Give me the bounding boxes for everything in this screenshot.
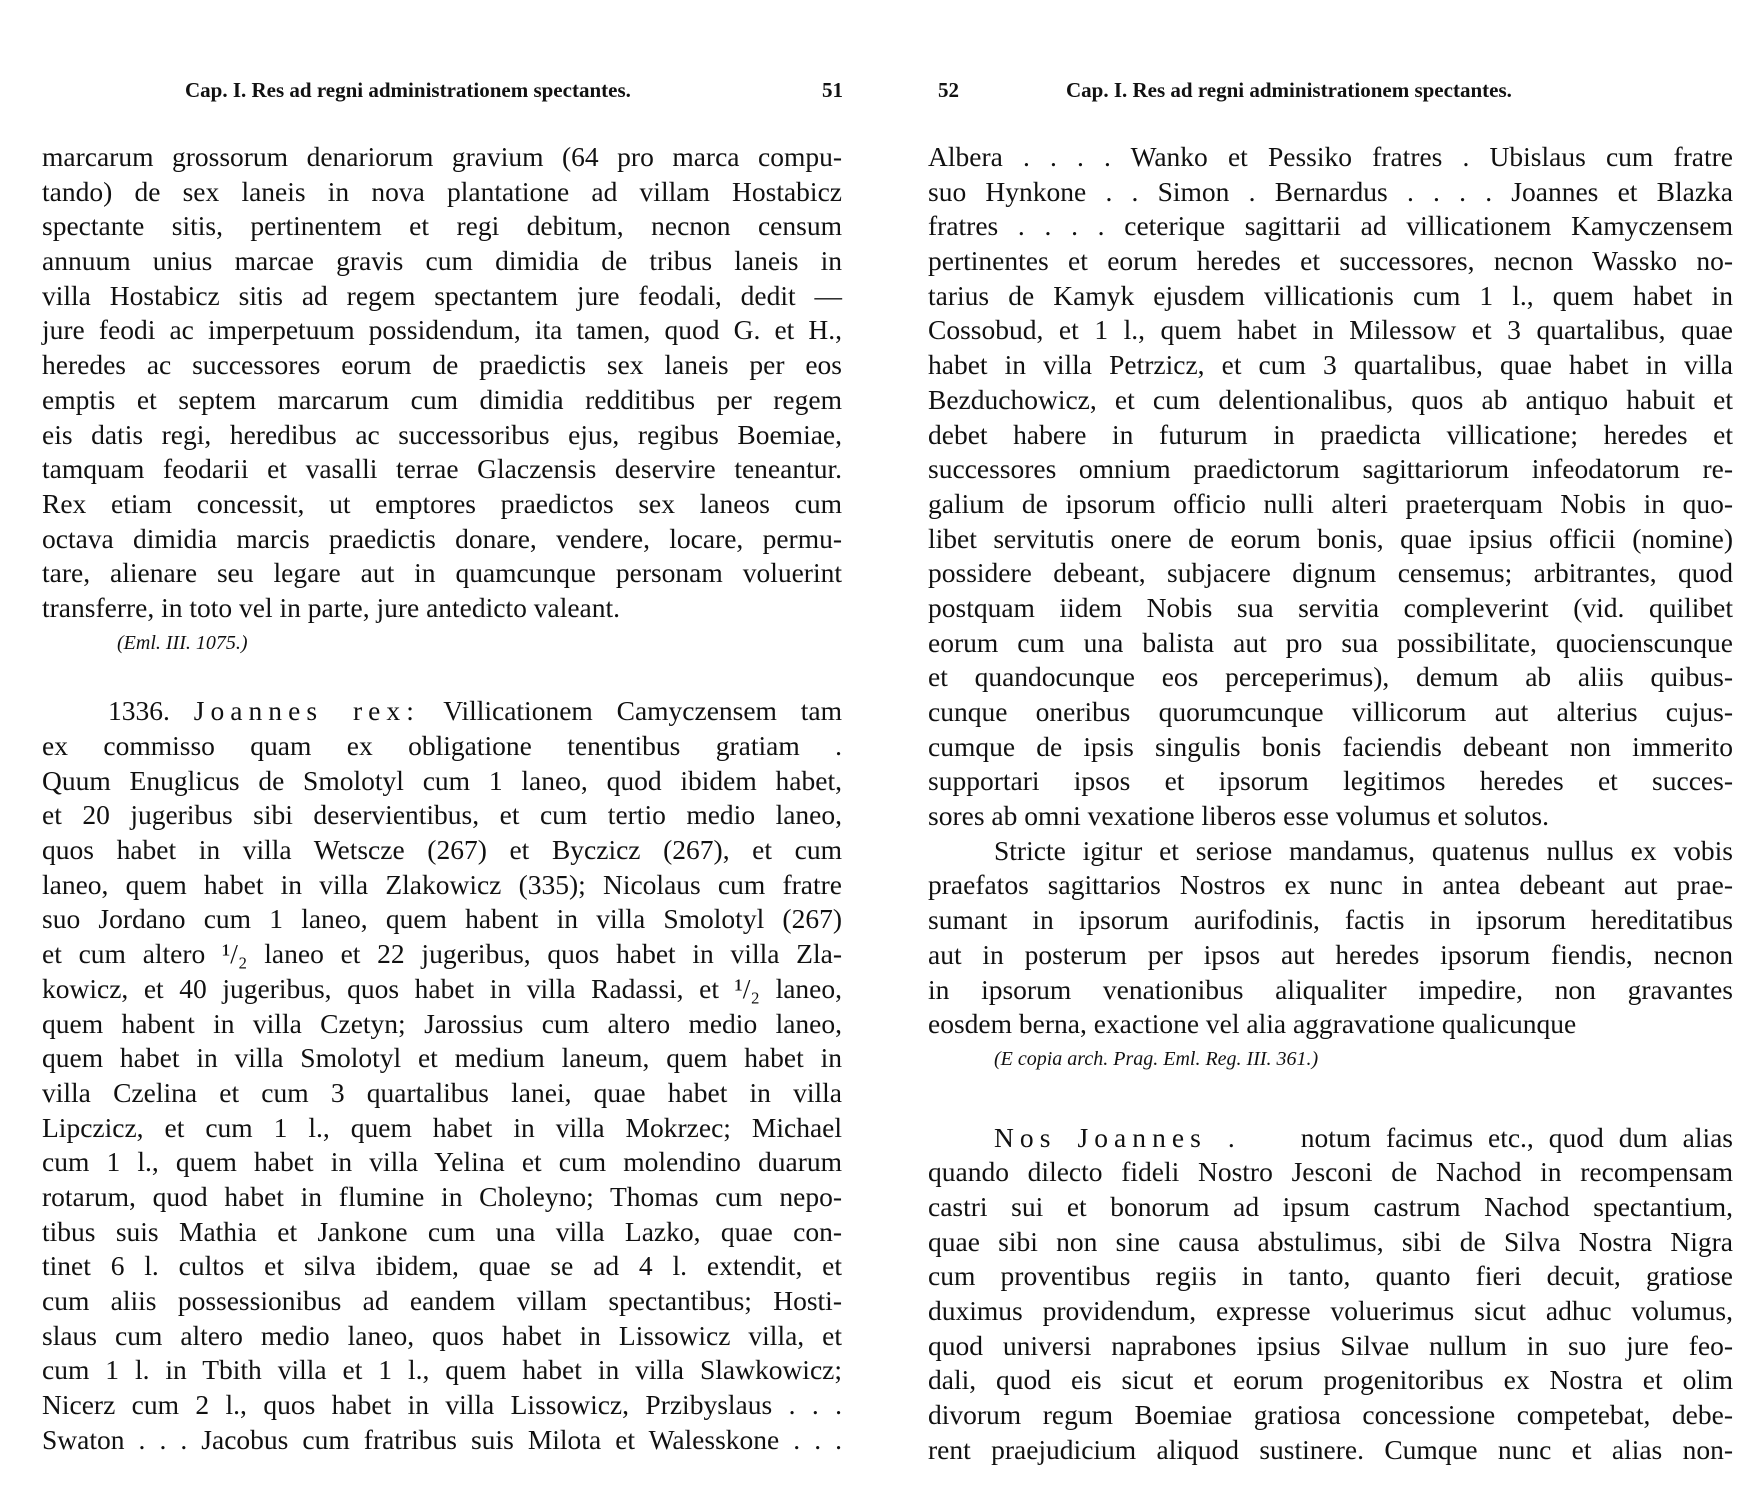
text-line: rotarum, quod habet in flumine in Choleyno; Thomas cum nepo- (42, 1180, 842, 1212)
text-line: quos habet in villa Wetscze (267) et Byczicz (267), et cum (42, 834, 842, 866)
left-paragraph-2 (42, 694, 842, 1457)
text-line: et quandocunque eos perceperimus), demum ab aliis quibus- (928, 661, 1733, 693)
charter-opening-text: notum facimus etc., quod dum alias (1300, 1121, 1734, 1153)
text-line: spectante sitis, pertinentem et regi debitum, necnon censum (42, 210, 842, 242)
text-line: slaus cum altero medio laneo, quos habet in Lissowicz villa, et (42, 1319, 842, 1351)
text-line: Rex etiam concessit, ut emptores praedictos sex laneos cum (42, 487, 842, 519)
text-line: tando) de sex laneis in nova plantatione ad villam Hostabicz (42, 175, 842, 207)
text-line: suo Hynkone . . Simon . Bernardus . . . . Joannes et Blazka (928, 175, 1733, 207)
text-line: praefatos sagittarios Nostros ex nunc in antea debeant aut prae- (928, 869, 1733, 901)
text-line: libet servitutis onere de eorum bonis, quae ipsius officii (nomine) (928, 522, 1733, 554)
charter-year: 1336. (108, 695, 170, 727)
text-line: Bezduchowicz, et cum delentionalibus, quos ab antiquo habuit et (928, 383, 1733, 415)
text-line: emptis et septem marcarum cum dimidia redditibus per regem (42, 383, 842, 415)
text-line: Nicerz cum 2 l., quos habet in villa Lissowicz, Przibyslaus . . . (42, 1389, 842, 1421)
text-line: annuum unius marcae gravis cum dimidia de tribus laneis in (42, 245, 842, 277)
text-line: cunque oneribus quorumcunque villicorum aut alterius cujus- (928, 696, 1733, 727)
charter-issuer: Joannes rex: (193, 695, 420, 727)
left-page-body (42, 140, 842, 1457)
text-line: tamquam feodarii et vasalli terrae Glaczensis deservire teneantur. (42, 453, 842, 485)
text-line: Stricte igitur et seriose mandamus, quatenus nullus ex vobis (994, 834, 1733, 866)
text-line: cum 1 l., quem habet in villa Yelina et cum molendino duarum (42, 1146, 842, 1178)
text-line: quem habet in villa Smolotyl et medium laneum, quem habet in (42, 1042, 842, 1074)
text-line: pertinentes et eorum heredes et successores, necnon Wassko no- (928, 245, 1733, 277)
text-line: octava dimidia marcis praedictis donare, vendere, locare, permu- (42, 522, 842, 554)
text-line: quem habent in villa Czetyn; Jarossius cum altero medio laneo, (42, 1007, 842, 1039)
right-page (876, 0, 1752, 1500)
text-line: habet in villa Petrzicz, et cum 3 quartalibus, quae habet in villa (928, 349, 1733, 381)
text-line: postquam iidem Nobis sua servitia compleverint (vid. quilibet (928, 591, 1733, 623)
text-line: tibus suis Mathia et Jankone cum una villa Lazko, quae con- (42, 1215, 842, 1247)
text-line: eis datis regi, heredibus ac successoribus ejus, regibus Boemiae, (42, 418, 842, 450)
charter-issuer: Nos Joannes . (994, 1121, 1241, 1153)
right-page-number: 52 (938, 78, 959, 102)
text-line: jure feodi ac imperpetuum possidendum, ita tamen, quod G. et H., (42, 314, 842, 346)
text-line: successores omnium praedictorum sagittariorum infeodatorum re- (928, 453, 1733, 485)
text-line: in ipsorum venationibus aliqualiter impedire, non gravantes (928, 973, 1733, 1005)
text-line: cum proventibus regiis in tanto, quanto fieri decuit, gratiose (928, 1260, 1733, 1292)
right-paragraph-1 (928, 140, 1733, 834)
text-line: sores ab omni vexatione liberos esse volumus et solutos. (928, 800, 1549, 832)
text-line: dali, quod eis sicut et eorum progenitoribus ex Nostra et olim (928, 1364, 1733, 1396)
text-line: cum aliis possessionibus ad eandem villam spectantibus; Hosti- (42, 1285, 842, 1316)
text-line: eorum cum una balista aut pro sua possibilitate, quocienscunque (928, 626, 1733, 658)
text-line: ex commisso quam ex obligatione tenentibus gratiam . (42, 730, 842, 761)
text-line: villa Czelina et cum 3 quartalibus lanei, quae habet in villa (42, 1076, 842, 1108)
text-line: debet habere in futurum in praedicta villicatione; heredes et (928, 418, 1733, 450)
source-citation: (Eml. III. 1075.) (117, 631, 248, 654)
text-line: fratres . . . . ceterique sagittarii ad villicationem Kamyczensem (928, 210, 1733, 242)
right-paragraph-3 (928, 1121, 1733, 1468)
text-line: Cossobud, et 1 l., quem habet in Milessow et 3 quartalibus, quae (928, 314, 1733, 346)
text-line: suo Jordano cum 1 laneo, quem habent in villa Smolotyl (267) (42, 903, 842, 935)
text-line: aut in posterum per ipsos aut heredes ipsorum fiendis, necnon (928, 938, 1733, 970)
text-line: quod universi naprabones ipsius Silvae nullum in suo jure feo- (928, 1329, 1733, 1361)
charter-opening-line (42, 694, 842, 729)
text-line: tinet 6 l. cultos et silva ibidem, quae se ad 4 l. extendit, et (42, 1250, 842, 1282)
left-running-header: Cap. I. Res ad regni administrationem spectantes. (185, 78, 631, 102)
text-line: marcarum grossorum denariorum gravium (64 pro marca compu- (42, 141, 842, 172)
text-line: tare, alienare seu legare aut in quamcunque personam voluerint (42, 557, 842, 589)
right-paragraph-2 (928, 834, 1733, 1042)
text-line: sumant in ipsorum aurifodinis, factis in ipsorum hereditatibus (928, 904, 1733, 936)
text-line: galium de ipsorum officio nulli alteri praeterquam Nobis in quo- (928, 487, 1733, 519)
text-line: rent praejudicium aliquod sustinere. Cumque nunc et alias non- (928, 1433, 1733, 1465)
text-line: possidere debeant, subjacere dignum censemus; arbitrantes, quod (928, 557, 1733, 589)
text-line: supportari ipsos et ipsorum legitimos heredes et succes- (928, 765, 1733, 797)
text-line: kowicz, et 40 jugeribus, quos habet in villa Radassi, et ¹/₂ laneo, (42, 972, 842, 1004)
text-line: castri sui et bonorum ad ipsum castrum Nachod spectantium, (928, 1190, 1733, 1222)
right-page-body (928, 140, 1733, 1467)
text-line: villa Hostabicz sitis ad regem spectantem jure feodali, dedit — (42, 279, 842, 311)
text-line: quando dilecto fideli Nostro Jesconi de Nachod in recompensam (928, 1156, 1733, 1188)
text-line: laneo, quem habet in villa Zlakowicz (335); Nicolaus cum fratre (42, 868, 842, 900)
text-line: Swaton . . . Jacobus cum fratribus suis Milota et Walesskone . . . (42, 1423, 842, 1455)
text-line: divorum regum Boemiae gratiosa concessione competebat, debe- (928, 1399, 1733, 1431)
text-line: et cum altero ¹/₂ laneo et 22 jugeribus, quos habet in villa Zla- (42, 938, 842, 970)
charter-opening-text: Villicationem Camyczensem tam (443, 695, 842, 727)
right-running-header: Cap. I. Res ad regni administrationem spectantes. (1066, 78, 1512, 102)
text-line: cum 1 l. in Tbith villa et 1 l., quem habet in villa Slawkowicz; (42, 1354, 842, 1386)
text-line: transferre, in toto vel in parte, jure antedicto valeant. (42, 591, 621, 623)
text-line: quae sibi non sine causa abstulimus, sibi de Silva Nostra Nigra (928, 1225, 1733, 1257)
charter-opening-line (928, 1121, 1733, 1156)
text-line: duximus providendum, expresse voluerimus sicut adhuc volumus, (928, 1295, 1733, 1326)
text-line: Lipczicz, et cum 1 l., quem habet in villa Mokrzec; Michael (42, 1111, 842, 1143)
text-line: Albera . . . . Wanko et Pessiko fratres . Ubislaus cum fratre (928, 141, 1733, 172)
left-page-number: 51 (822, 78, 843, 102)
text-line: cumque de ipsis singulis bonis faciendis debeant non immerito (928, 730, 1733, 762)
text-line: tarius de Kamyk ejusdem villicationis cum 1 l., quem habet in (928, 279, 1733, 311)
text-line: et 20 jugeribus sibi deservientibus, et cum tertio medio laneo, (42, 799, 842, 831)
text-line: heredes ac successores eorum de praedictis sex laneis per eos (42, 349, 842, 381)
text-line: eosdem berna, exactione vel alia aggravatione qualicunque (928, 1008, 1577, 1040)
source-citation: (E copia arch. Prag. Eml. Reg. III. 361.) (994, 1047, 1319, 1070)
text-line: Quum Enuglicus de Smolotyl cum 1 laneo, quod ibidem habet, (42, 764, 842, 796)
left-paragraph-1 (42, 140, 842, 626)
